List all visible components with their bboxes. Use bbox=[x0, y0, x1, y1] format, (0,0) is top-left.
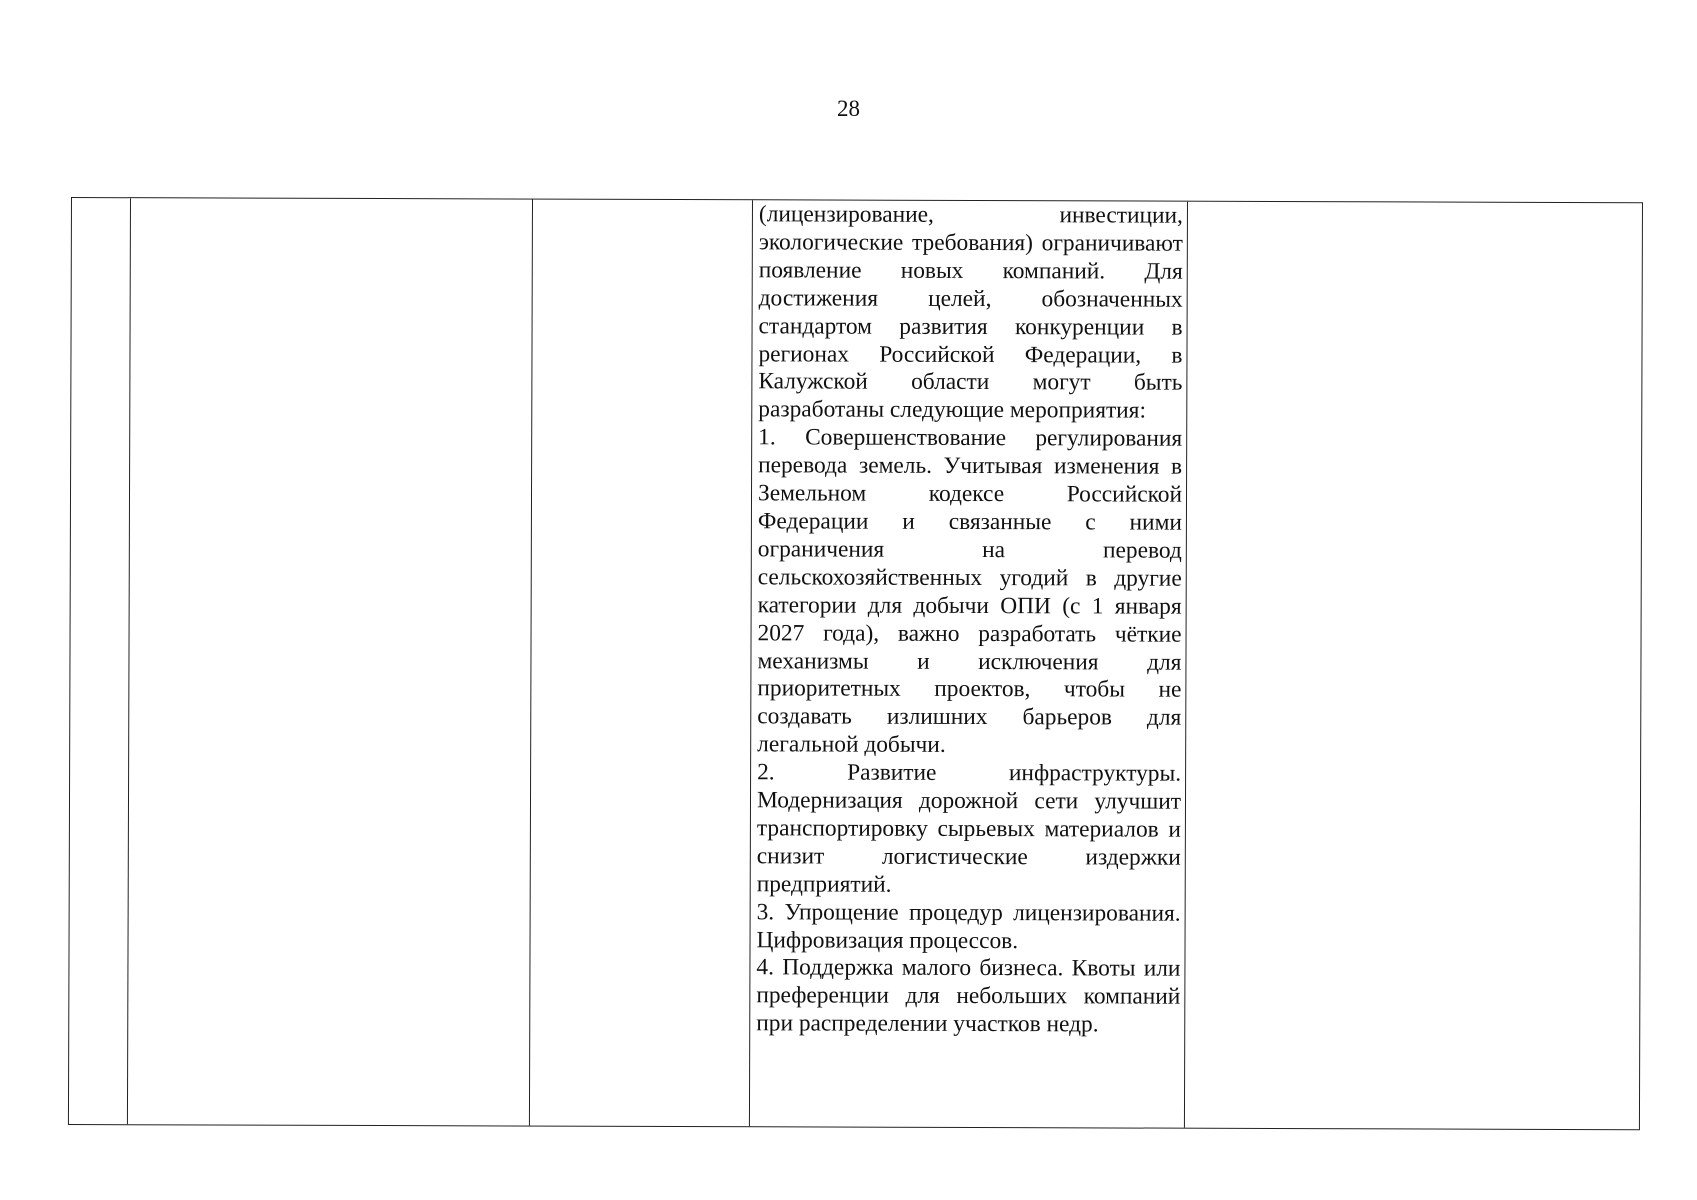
table bbox=[68, 197, 1643, 1130]
cell-paragraph-item-4: 4. Поддержка малого бизнеса. Квоты или преференции для небольших компаний при распределении участков недр. bbox=[756, 954, 1181, 1038]
table-cell-text bbox=[756, 201, 1183, 1040]
column-divider bbox=[529, 200, 533, 1126]
page-number: 28 bbox=[837, 96, 860, 121]
cell-paragraph-intro: (лицензирование, инвестиции, экологические требования) ограничивают появление новых компаний. Для достижения целей, обозначенных стандартом развития конкуренции в регионах Российской Федерации, в Калужской области могут быть разработаны следующие мероприятия: bbox=[758, 201, 1183, 424]
cell-paragraph-item-1: 1. Совершенствование регулирования перевода земель. Учитывая изменения в Земельном кодексе Российской Федерации и связанные с ними ограничения на перевод сельскохозяйственных угодий в другие категории для добычи ОПИ (с 1 января 2027 года), важно разработать чёткие механизмы и исключения для приоритетных проектов, чтобы не создавать излишних барьеров для легальной добычи. bbox=[757, 424, 1183, 759]
column-divider bbox=[749, 200, 753, 1126]
column-divider bbox=[127, 198, 131, 1124]
cell-paragraph-item-3: 3. Упрощение процедур лицензирования. Цифровизация процессов. bbox=[756, 898, 1181, 954]
column-divider bbox=[1184, 202, 1188, 1128]
cell-paragraph-item-2: 2. Развитие инфраструктуры. Модернизация дорожной сети улучшит транспортировку сырьевых материалов и снизит логистические издержки предприятий. bbox=[756, 759, 1182, 898]
